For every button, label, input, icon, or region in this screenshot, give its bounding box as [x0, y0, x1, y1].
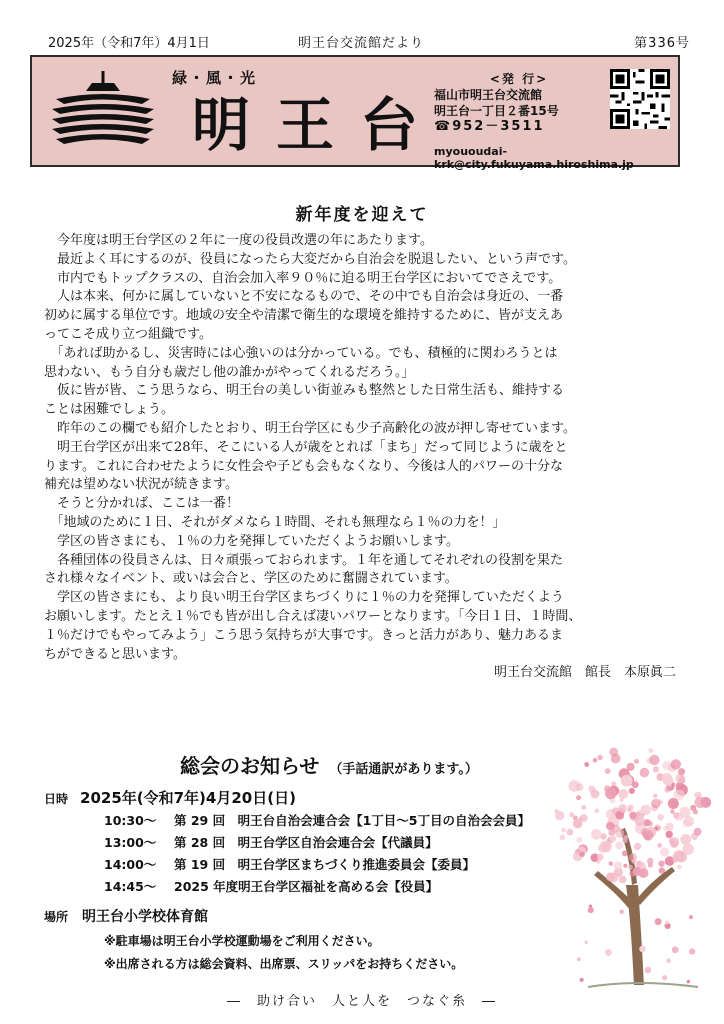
article-title: 新年度を迎えて: [295, 205, 429, 225]
schedule-row: [104, 810, 530, 832]
article-line: 学区の皆さまにも、より良い明王台学区まちづくりに１％の力を発揮していただくよう: [44, 590, 564, 606]
schedule-time: 13:00～: [104, 835, 157, 850]
notice-subtitle: （手話通訳があります。）: [329, 762, 478, 777]
meeting-schedule: [104, 810, 530, 898]
article-line: そうと分かれば、ここは一番！: [44, 496, 240, 512]
schedule-row: [104, 832, 530, 854]
article-line: ります。これに合わせたように女性会や子ども会もなくなり、今後は人的パワーの十分な: [44, 458, 563, 474]
masthead-motto: 緑・風・光: [172, 69, 258, 87]
masthead-title: 明王台: [192, 91, 445, 159]
article-signature: 明王台交流館 館長 本原眞二: [493, 665, 676, 681]
article-line: ことは困難でしょう。: [44, 402, 175, 418]
publisher-contact: [434, 71, 604, 135]
schedule-event: 第 19 回 明王台学区まちづくり推進委員会【委員】: [174, 857, 475, 872]
schedule-time: 14:00～: [104, 857, 157, 872]
article-line: 補充は望めない状況が続きます。: [44, 477, 238, 493]
schedule-event: 第 28 回 明王台学区自治会連合会【代議員】: [174, 835, 438, 850]
issue-date: 2025年（令和7年）4月1日: [48, 36, 210, 51]
publisher-phone: ☎952－3511: [434, 119, 545, 134]
meeting-notes: [104, 930, 463, 976]
article-line: 「あれば助かるし、災害時には心強いのは分かっている。でも、積極的に関わろうとは: [44, 345, 558, 361]
article-line: 昨年のこの欄でも紹介したとおり、明王台学区にも少子高齢化の波が押し寄せています。: [44, 420, 576, 436]
qr-code-icon: [610, 69, 670, 129]
article-line: 明王台学区が出来て28年、そこにいる人が歳をとれば「まち」だって同じように歳をと: [44, 439, 568, 455]
article-line: 思わない、もう自分も歳だし他の誰かがやってくれるだろう。」: [44, 364, 415, 380]
article-line: 仮に皆が皆、こう思うなら、明王台の美しい街並みも整然とした日常生活も、維持する: [44, 383, 565, 399]
meeting-venue: [44, 906, 208, 926]
article-line: ってこそ成り立つ組織です。: [44, 326, 212, 342]
pagoda-logo-icon: [48, 71, 158, 151]
note-bring-items: ※出席される方は総会資料、出席票、スリッパをお持ちください。: [104, 957, 464, 971]
notice-heading: [180, 750, 478, 779]
header-meta: [48, 34, 690, 54]
schedule-row: [104, 876, 530, 898]
article-lines: [44, 232, 684, 664]
publisher-address: 明王台一丁目２番15号: [434, 104, 559, 118]
article-line: 初めに属する単位です。地域の安全や清潔で衛生的な環境を維持するために、皆が支えあ: [44, 308, 563, 324]
article-body: [44, 232, 684, 683]
publisher-email: myououdai-krk@city.fukuyama.hiroshima.jp: [434, 145, 634, 171]
issue-number: 第336号: [634, 36, 690, 51]
article-line: お願いします。たとえ１％でも皆が出し合えば凄いパワーとなります。「今日１日、１時間、: [44, 608, 582, 624]
schedule-time: 10:30～: [104, 813, 157, 828]
article-line: 最近よく耳にするのが、役員になったら大変だから自治会を脱退したい、という声です。: [44, 251, 576, 267]
date-value: 2025年(令和7年)4月20日(日): [80, 789, 296, 807]
footer-motto: ― 助け合い 人と人を つなぐ糸 ―: [226, 994, 497, 1009]
notice-title: 総会のお知らせ: [180, 754, 320, 778]
schedule-event: 2025 年度明王台学区福祉を高める会【役員】: [174, 879, 439, 894]
article-line: 人は本来、何かに属していないと不安になるもので、その中でも自治会は身近の、一番: [44, 289, 564, 305]
venue-label: 場所: [44, 910, 69, 924]
article-line: ちができると思います。: [44, 646, 186, 662]
publisher-name: 福山市明王台交流館: [434, 88, 543, 102]
contact-heading: <発 行>: [489, 72, 549, 86]
venue-value: 明王台小学校体育館: [82, 909, 209, 925]
article-line: １％だけでもやってみよう」こう思う気持ちが大事です。きっと活力があり、魅力あるま: [44, 627, 563, 643]
schedule-time: 14:45～: [104, 879, 157, 894]
schedule-event: 第 29 回 明王台自治会連合会【1丁目～5丁目の自治会会員】: [174, 813, 530, 828]
schedule-row: [104, 854, 530, 876]
article-line: 学区の皆さまにも、１％の力を発揮していただくようお願いします。: [44, 533, 459, 549]
note-parking: ※駐車場は明王台小学校運動場をご利用ください。: [104, 934, 380, 948]
meeting-date: [44, 787, 296, 808]
cherry-blossom-tree-illustration: [548, 735, 718, 995]
article-line: され様々なイベント、或いは会合と、学区のために奮闘されています。: [44, 571, 458, 587]
article-line: 各種団体の役員さんは、日々頑張っておられます。１年を通してそれぞれの役割を果た: [44, 552, 563, 568]
publication-name: 明王台交流館だより: [298, 36, 425, 51]
masthead: [30, 55, 680, 171]
article-line: 今年度は明王台学区の２年に一度の役員改選の年にあたります。: [44, 233, 433, 248]
article-line: 市内でもトップクラスの、自治会加入率９０％に迫る明王台学区においてでさえです。: [44, 270, 562, 286]
article-line: 「地域のために１日、それがダメなら１時間、それも無理なら１％の力を！」: [44, 514, 506, 530]
date-label: 日時: [44, 792, 69, 806]
